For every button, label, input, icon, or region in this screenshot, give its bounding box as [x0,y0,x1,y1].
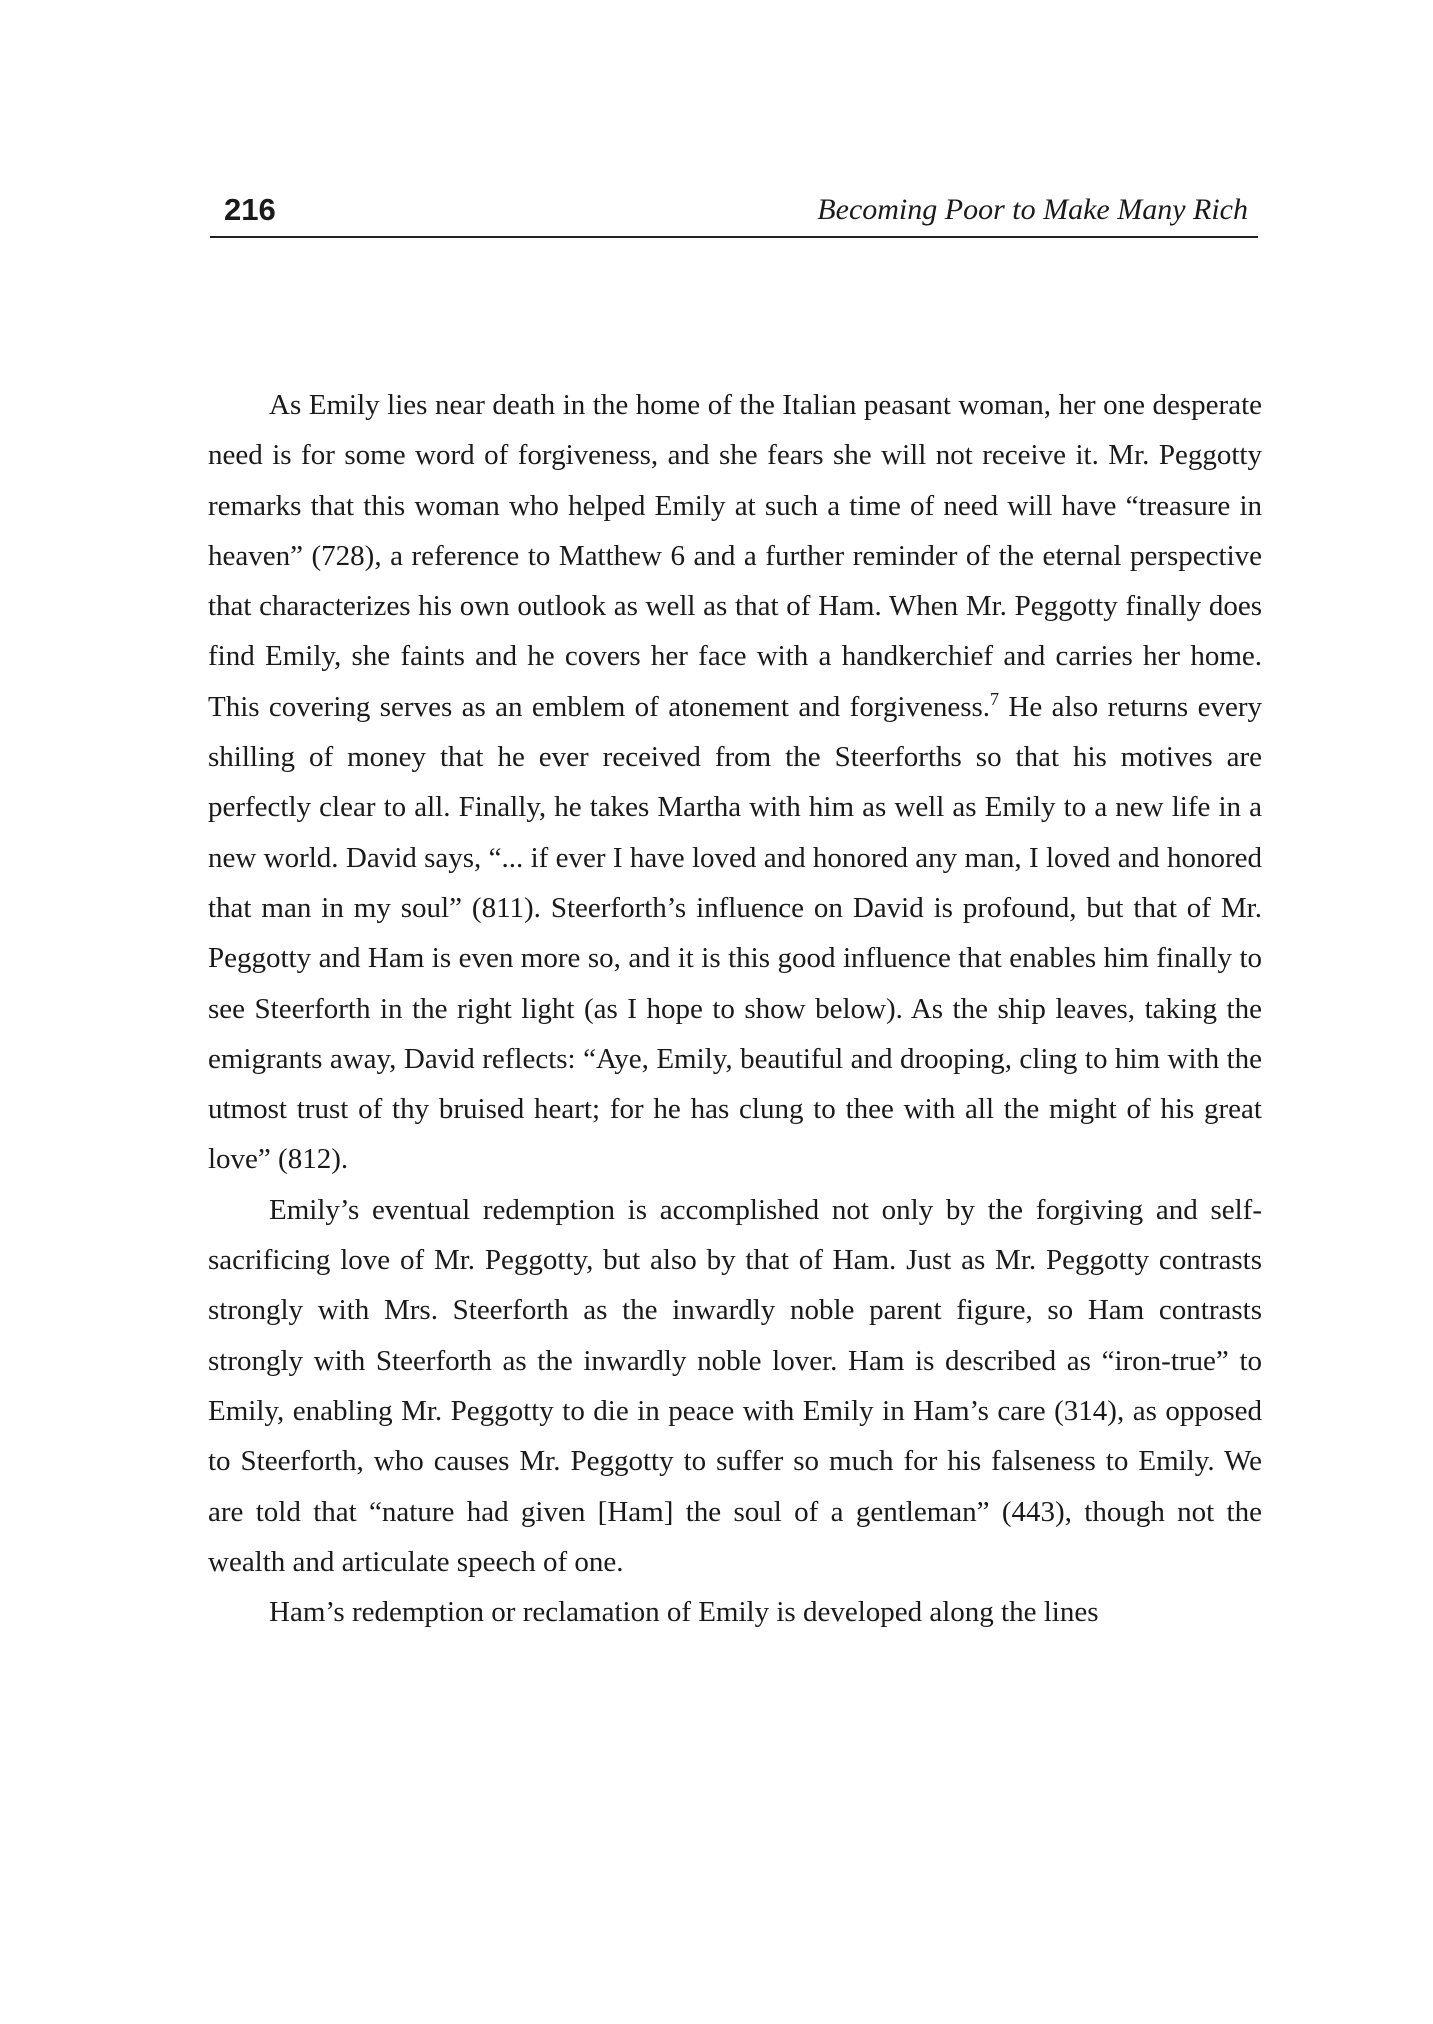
page-number: 216 [224,192,276,227]
paragraph-1-part-2: He also returns every shilling of money that he ever received from the Steerforths so that his motives are perfectly clear to all. Finally, he takes Martha with him as well as Emily to a new life in a new world. David says, “... if ever I have loved and honored any man, I loved and honored that man in my soul” (811). Steerforth’s influence on David is profound, but that of Mr. Peggotty and Ham is even more so, and it is this good influence that enables him finally to see Steerforth in the right light (as I hope to show below). As the ship leaves, taking the emigrants away, David reflects: “Aye, Emily, beautiful and drooping, cling to him with the utmost trust of thy bruised heart; for he has clung to thee with all the might of his great love” (812). [208,690,1262,1176]
running-title: Becoming Poor to Make Many Rich [817,193,1248,226]
paragraph-1-part-1: As Emily lies near death in the home of the Italian peasant woman, her one desperate need is for some word of forgiveness, and she fears she will not receive it. Mr. Peggotty remarks that this woman who helped Emily at such a time of need will have “treasure in heaven” (728), a reference to Matthew 6 and a further reminder of the eternal perspective that characterizes his own outlook as well as that of Ham. When Mr. Peggotty finally does find Emily, she faints and he covers her face with a handkerchief and carries her home. This covering serves as an emblem of atonement and forgiveness. [208,389,1262,723]
paragraph-1 [208,380,1262,1185]
paragraph-2: Emily’s eventual redemption is accomplished not only by the forgiving and self-sacrificing love of Mr. Peggotty, but also by that of Ham. Just as Mr. Peggotty contrasts strongly with Mrs. Steerforth as the inwardly noble parent figure, so Ham contrasts strongly with Steerforth as the inwardly noble lover. Ham is described as “iron-true” to Emily, enabling Mr. Peggotty to die in peace with Emily in Ham’s care (314), as opposed to Steerforth, who causes Mr. Peggotty to suffer so much for his falseness to Emily. We are told that “nature had given [Ham] the soul of a gentleman” (443), though not the wealth and articulate speech of one. [208,1193,1262,1578]
body-text [208,380,1262,1637]
page-header [210,188,1258,238]
footnote-marker: 7 [990,688,1000,709]
paragraph-3: Ham’s redemption or reclamation of Emily is developed along the lines [269,1596,1099,1629]
